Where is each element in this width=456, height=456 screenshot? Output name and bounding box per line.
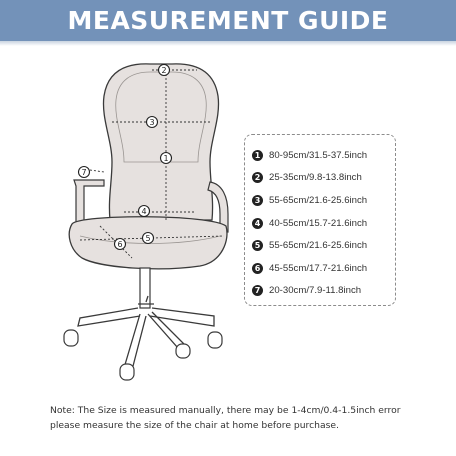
page-title: MEASUREMENT GUIDE <box>67 6 389 35</box>
marker-1 <box>161 153 172 164</box>
size-legend <box>244 134 396 306</box>
legend-number-badge: 1 <box>252 150 263 161</box>
legend-item <box>252 234 395 257</box>
legend-size-text: 55-65cm/21.6-25.6inch <box>269 194 368 206</box>
marker-2 <box>159 65 170 76</box>
gas-lift <box>140 268 150 308</box>
legend-number-badge: 3 <box>252 195 263 206</box>
legend-item <box>252 212 395 235</box>
banner-shadow <box>0 41 456 46</box>
legend-item <box>252 257 395 280</box>
chair-illustration <box>40 48 240 388</box>
legend-size-text: 25-35cm/9.8-13.8inch <box>269 172 362 184</box>
legend-size-text: 45-55cm/17.7-21.6inch <box>269 262 368 274</box>
marker-7 <box>79 167 90 178</box>
legend-size-text: 40-55cm/15.7-21.6inch <box>269 217 368 229</box>
legend-size-text: 20-30cm/7.9-11.8inch <box>269 285 362 297</box>
title-banner <box>0 0 456 41</box>
legend-number-badge: 4 <box>252 218 263 229</box>
marker-3-label: 3 <box>149 118 155 127</box>
marker-6 <box>115 239 126 250</box>
note-line-2: please measure the size of the chair at home before purchase. <box>50 420 339 431</box>
legend-item <box>252 144 395 167</box>
measurement-note <box>50 403 450 433</box>
marker-4 <box>139 206 150 217</box>
legend-item <box>252 280 395 303</box>
legend-size-text: 80-95cm/31.5-37.5inch <box>269 149 368 161</box>
marker-6-label: 6 <box>117 240 123 249</box>
chair-backrest <box>103 64 218 220</box>
legend-size-text: 55-65cm/21.6-25.6inch <box>269 240 368 252</box>
marker-3 <box>147 117 158 128</box>
chair-wheels <box>64 330 222 380</box>
legend-number-badge: 6 <box>252 263 263 274</box>
marker-5 <box>143 233 154 244</box>
legend-number-badge: 7 <box>252 285 263 296</box>
marker-5-label: 5 <box>145 234 151 243</box>
legend-item <box>252 167 395 190</box>
marker-1-label: 1 <box>163 154 169 163</box>
note-line-1: Note: The Size is measured manually, there may be 1-4cm/0.4-1.5inch error <box>50 405 401 416</box>
legend-number-badge: 2 <box>252 172 263 183</box>
marker-2-label: 2 <box>161 66 167 75</box>
legend-item <box>252 189 395 212</box>
marker-7-label: 7 <box>81 168 87 177</box>
left-armrest <box>74 180 104 222</box>
legend-number-badge: 5 <box>252 240 263 251</box>
marker-4-label: 4 <box>141 207 147 216</box>
